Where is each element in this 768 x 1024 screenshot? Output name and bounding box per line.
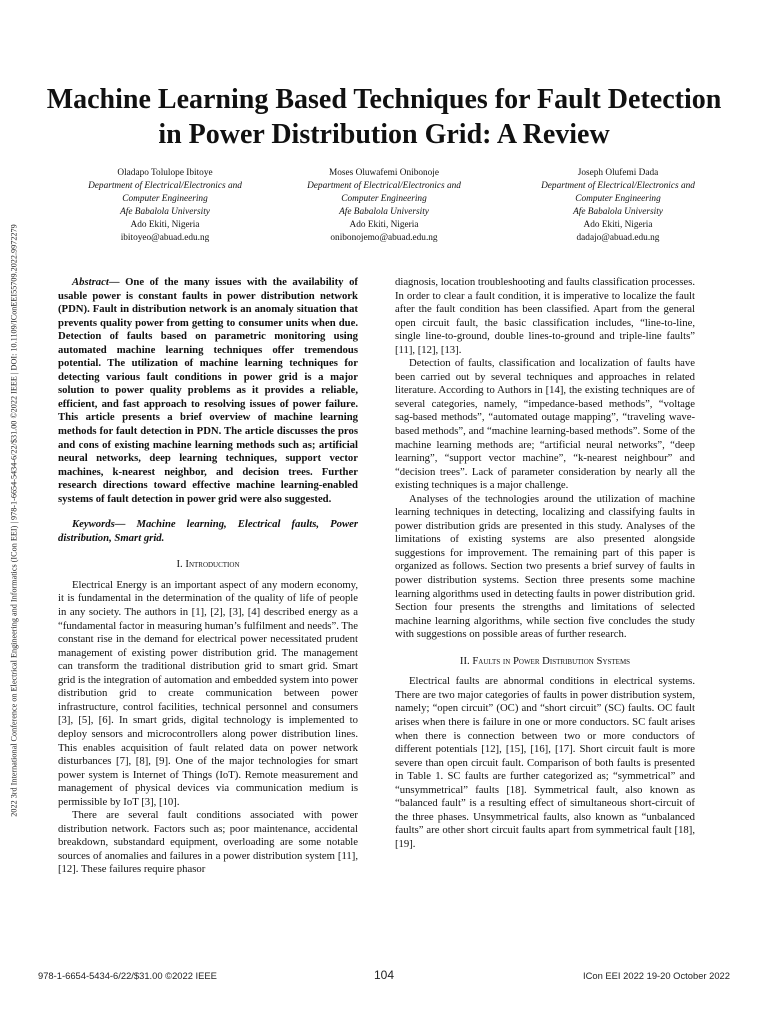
footer-copyright: 978-1-6654-5434-6/22/$31.00 ©2022 IEEE bbox=[38, 970, 217, 981]
author-city: Ado Ekiti, Nigeria bbox=[130, 220, 200, 230]
author-3 bbox=[508, 167, 728, 245]
abstract-lead: Abstract— bbox=[72, 276, 120, 288]
left-column bbox=[58, 276, 358, 877]
author-name: Moses Oluwafemi Onibonoje bbox=[329, 168, 439, 178]
right-paragraph-1: diagnosis, location troubleshooting and faults classification processes. In order to clear a fault condition, it is imperative to localize the fault after the fault condition has been classified. Apart from the general open circuit fault, the basic classification includes, “line-to-line, single line-to-ground, double lines-to-ground and triple-line faults” [11], [12], [13]. bbox=[395, 276, 695, 356]
author-name: Oladapo Tolulope Ibitoye bbox=[117, 168, 213, 178]
right-column bbox=[395, 276, 695, 851]
author-name: Joseph Olufemi Dada bbox=[577, 168, 659, 178]
author-email[interactable]: dadajo@abuad.edu.ng bbox=[576, 233, 660, 243]
author-university: Afe Babalola University bbox=[339, 207, 429, 217]
abstract-body: One of the many issues with the availability of usable power is constant faults in power distribution network (PDN). Fault in distribution network is an anomaly situation that prevents quality power from getting to consumer units when due. Detection of faults based on parametric monitoring using automated machine learning techniques offer tremendous potential. The utilization of machine learning techniques for detecting various fault conditions in power grid is a major solution to power quality problems as it provides a reliable, efficient, and fast approach to resolving issues of power failure. This article presents a brief overview of machine learning methods for fault detection in PDN. The article discusses the pros and cons of existing machine learning methods such as; artificial neural networks, deep learning techniques, support vector machines, k-nearest neighbor, and decision trees. Further research directions toward effective machine learning-enabled systems of fault detection in power grid were also suggested. bbox=[58, 276, 358, 505]
keywords: Keywords— Machine learning, Electrical faults, Power distribution, Smart grid. bbox=[58, 518, 358, 544]
author-university: Afe Babalola University bbox=[120, 207, 210, 217]
footer-conference: ICon EEI 2022 19-20 October 2022 bbox=[583, 970, 730, 981]
intro-paragraph-1: Electrical Energy is an important aspect of any modern economy, it is fundamental in the determination of the quality of life of people in any society. The authors in [1], [2], [3], [4] described energy as a “fundamental factor in measuring human’s fulfilment and needs”. The constant rise in the demand for electrical power necessitated prudent management of existing power distribution grid. The management can transform the traditional distribution grid to smart grid. Smart grid is the integration of automation and embedded system into power distribution grid to create communication between power infrastructure, control facilities, technical personnel and consumers [3], [5], [6]. In smart grids, digital technology is implemented to deploy sensors and microcontrollers along power distribution lines. This enables acquisition of fault related data on power network disturbances [7], [8], [9]. One of the major technologies for smart power system is Internet of Things (IoT). Remote measurement and management of physical devices via communication medium is permissible by IoT [3], [10]. bbox=[58, 578, 358, 808]
author-department-2: Computer Engineering bbox=[341, 194, 427, 204]
author-city: Ado Ekiti, Nigeria bbox=[583, 220, 653, 230]
author-department: Department of Electrical/Electronics and bbox=[88, 181, 242, 191]
page-footer bbox=[0, 968, 768, 984]
author-email[interactable]: ibitoyeo@abuad.edu.ng bbox=[120, 233, 210, 243]
author-department: Department of Electrical/Electronics and bbox=[541, 181, 695, 191]
author-city: Ado Ekiti, Nigeria bbox=[349, 220, 419, 230]
author-1 bbox=[55, 167, 275, 245]
author-department: Department of Electrical/Electronics and bbox=[307, 181, 461, 191]
doi-sidebar bbox=[8, 160, 20, 880]
right-paragraph-2: Detection of faults, classification and localization of faults have been carried out by several techniques and approaches in related literature. According to Authors in [14], the existing techniques are of several categories, namely, “impedance-based methods”, “voltage sag-based methods”, “automated outage mapping”, “traveling wave-based methods”, and “machine learning-based methods”. Some of the machine learning methods are; “artificial neural networks”, “deep learning”, “support vector machine”, “k-nearest neighbour” and “decision trees”. Lack of parameter consideration by nearly all the existing techniques is a major challenge. bbox=[395, 357, 695, 492]
right-paragraph-4: Electrical faults are abnormal conditions in electrical systems. There are two major categories of faults in power distribution system, namely; “open circuit” (OC) and “short circuit” (SC) faults. OC fault arises when there is failure in one or more conductors. SC fault arises when there is connection between two or more conductors of different potentials [12], [15], [16], [17]. Short circuit fault is more severe than open circuit fault. Comparison of both faults is presented in Table 1. SC faults are further categorized as; “symmetrical” and “unsymmetrical” faults [18]. Symmetrical fault, also known as “balanced fault” is a resulting effect of simultaneous short-circuit of the three phases. Unsymmetrical faults, also known as “unbalanced faults” are other short circuit faults apart from symmetrical fault [18], [19]. bbox=[395, 675, 695, 850]
author-block bbox=[40, 167, 728, 251]
author-department-2: Computer Engineering bbox=[575, 194, 661, 204]
abstract bbox=[58, 276, 358, 506]
author-2 bbox=[274, 167, 494, 245]
author-university: Afe Babalola University bbox=[573, 207, 663, 217]
author-email[interactable]: onibonojemo@abuad.edu.ng bbox=[330, 233, 438, 243]
doi-sidebar-text: 2022 3rd International Conference on Electrical Engineering and Informatics (ICon EEI) | 978-1-6654-5434-6/22/$31.00 ©2022 IEEE | DOI: 10.1109/IConEEI55709.2022.9972279 bbox=[9, 223, 19, 817]
right-paragraph-3: Analyses of the technologies around the utilization of machine learning techniques in detecting, localizing and classifying faults in power distribution grids are presented in this study. Analyses of the limitations of existing systems are also presented alongside suggestions for improvement. The remaining part of this paper is organized as follows. Section two presents a brief survey of faults in power distribution systems. Section three presents some machine learning algorithms used in detecting faults in power distribution grid. Section four presents the strengths and limitations of selected machine learning algorithms, while section five concludes the study with suggestions on possible areas of further research. bbox=[395, 492, 695, 641]
section-1-heading: I. Introduction bbox=[176, 558, 240, 571]
author-department-2: Computer Engineering bbox=[122, 194, 208, 204]
paper-title: Machine Learning Based Techniques for Fault Detection in Power Distribution Grid: A Review bbox=[46, 84, 722, 150]
section-2-heading: II. Faults in Power Distribution Systems bbox=[459, 654, 631, 667]
intro-paragraph-2: There are several fault conditions associated with power distribution network. Factors such as; poor maintenance, accidental breakdown, substandard equipment, overloading are some notable sources of anomalies and failures in a power distribution system [11], [12]. These failures require phasor bbox=[58, 809, 358, 876]
page-number: 104 bbox=[373, 968, 395, 982]
